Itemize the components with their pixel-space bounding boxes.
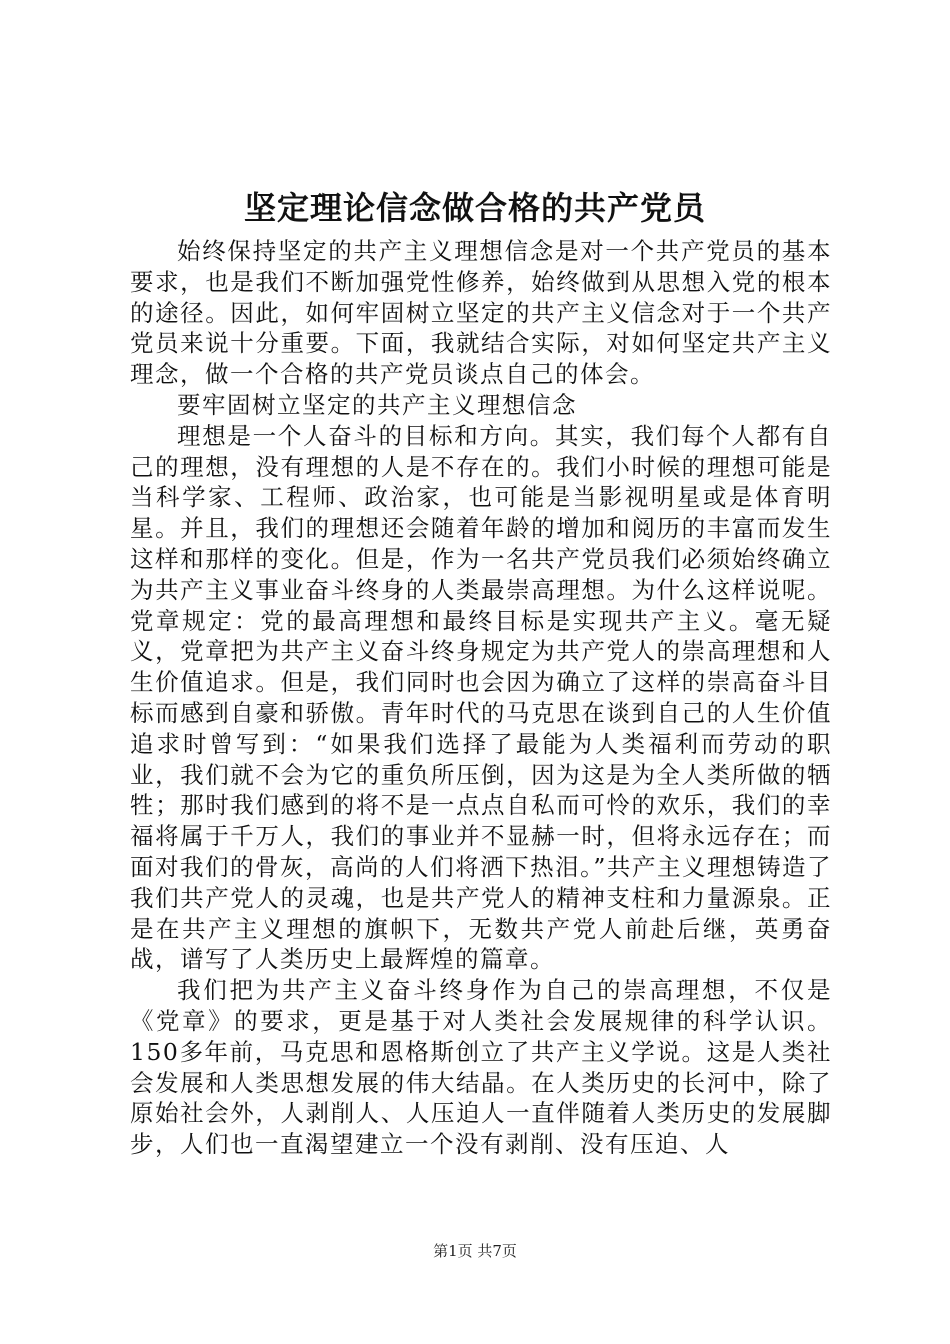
page-footer: 第1页 共7页 [433, 1242, 517, 1260]
document-title: 坚定理论信念做合格的共产党员 [243, 189, 706, 227]
paragraph-history: 我们把为共产主义奋斗终身作为自己的崇高理想，不仅是《党章》的要求，更是基于对人类社会发展规律的科学认识。150多年前，马克思和恩格斯创立了共产主义学说。这是人类社会发展和人类思想发展的伟大结晶。在人类历史的长河中，除了原始社会外，人剥削人、人压迫人一直伴随着人类历史的发展脚步，人们也一直渴望建立一个没有剥削、没有压迫、人 [130, 976, 832, 1159]
section-heading: 要牢固树立坚定的共产主义理想信念 [177, 390, 577, 419]
paragraph-ideal: 理想是一个人奋斗的目标和方向。其实，我们每个人都有自己的理想，没有理想的人是不存在的。我们小时候的理想可能是当科学家、工程师、政治家，也可能是当影视明星或是体育明星。并且，我们的理想还会随着年龄的增加和阅历的丰富而发生这样和那样的变化。但是，作为一名共产党员我们必须始终确立为共产主义事业奋斗终身的人类最崇高理想。为什么这样说呢。党章规定：党的最高理想和最终目标是实现共产主义。毫无疑义，党章把为共产主义奋斗终身规定为共产党人的崇高理想和人生价值追求。但是，我们同时也会因为确立了这样的崇高奋斗目标而感到自豪和骄傲。青年时代的马克思在谈到自己的人生价值追求时曾写到：“如果我们选择了最能为人类福利而劳动的职业，我们就不会为它的重负所压倒，因为这是为全人类所做的牺牲；那时我们感到的将不是一点点自私而可怜的欢乐，我们的幸福将属于千万人，我们的事业并不显赫一时，但将永远存在；而面对我们的骨灰，高尚的人们将洒下热泪。”共产主义理想铸造了我们共产党人的灵魂，也是共产党人的精神支柱和力量源泉。正是在共产主义理想的旗帜下，无数共产党人前赴后继，英勇奋战，谱写了人类历史上最辉煌的篇章。 [130, 421, 832, 974]
paragraph-intro: 始终保持坚定的共产主义理想信念是对一个共产党员的基本要求，也是我们不断加强党性修养，始终做到从思想入党的根本的途径。因此，如何牢固树立坚定的共产主义信念对于一个共产党员来说十分重要。下面，我就结合实际，对如何坚定共产主义理念，做一个合格的共产党员谈点自己的体会。 [130, 237, 832, 389]
document-body [130, 236, 832, 1160]
